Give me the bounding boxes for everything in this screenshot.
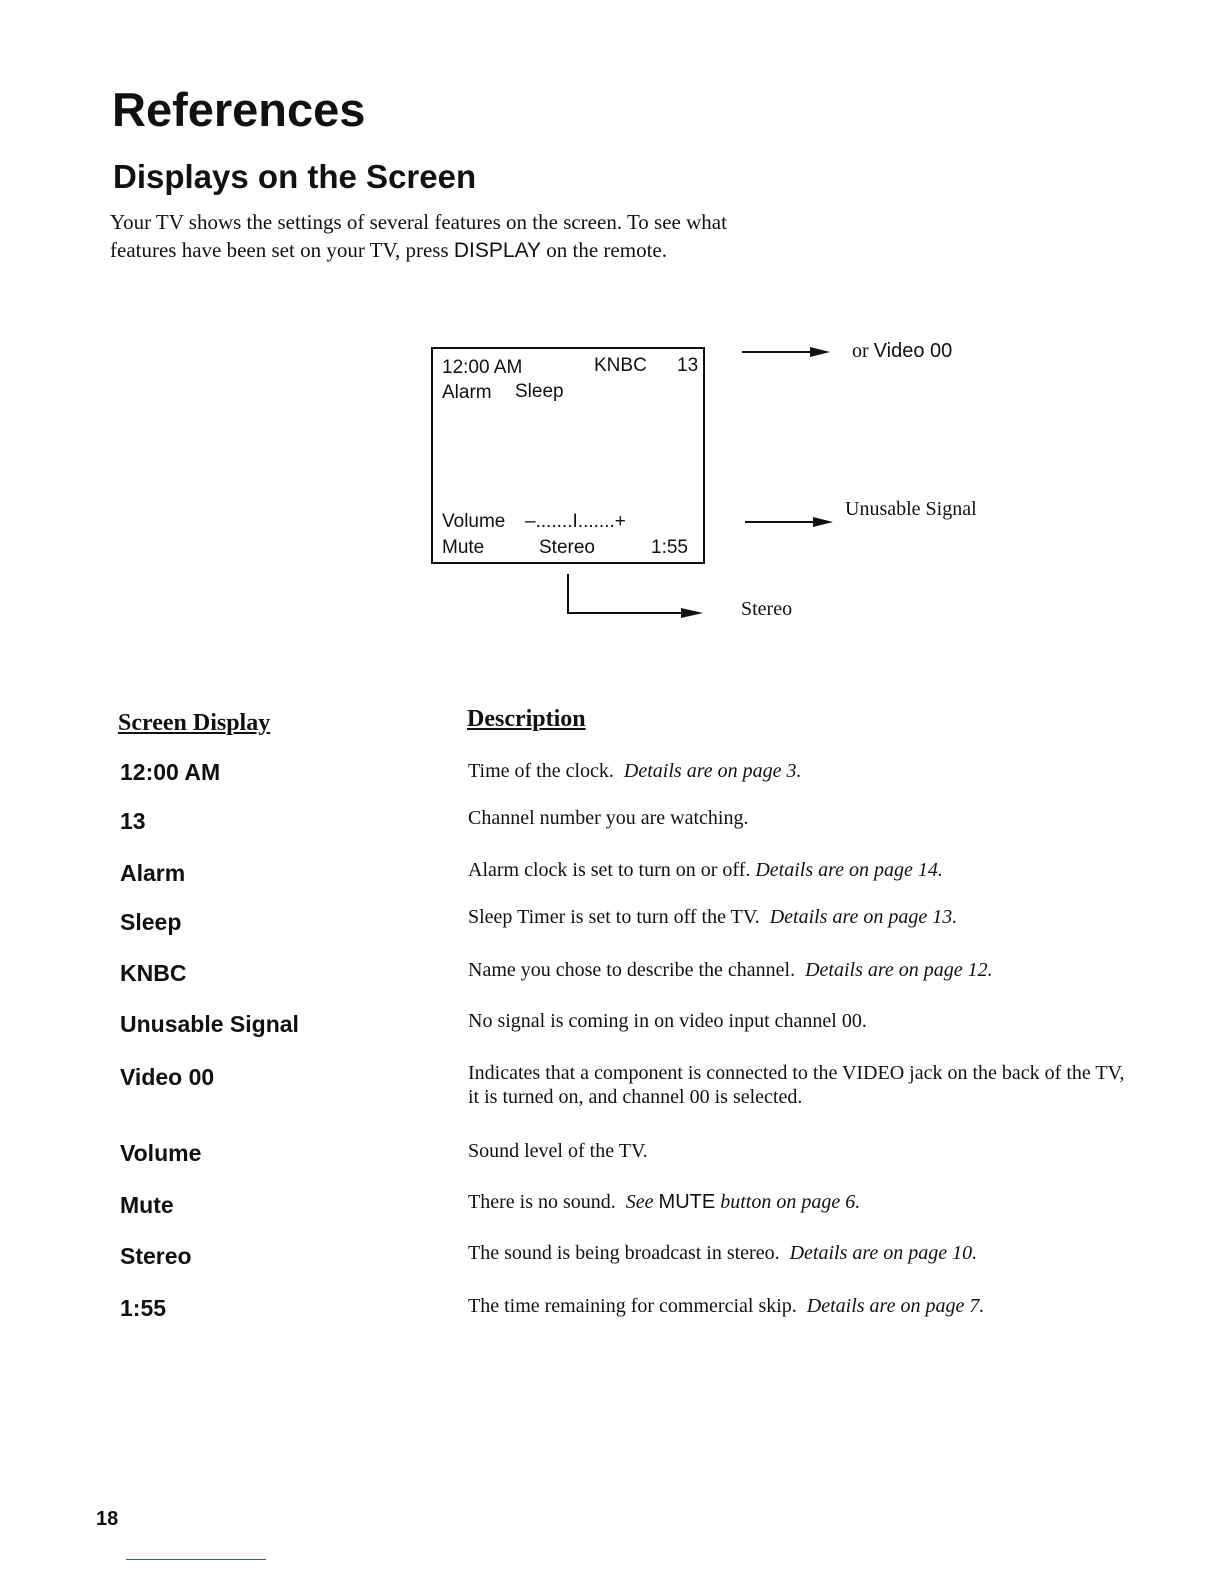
term-clock: 12:00 AM [120, 759, 221, 785]
page-number: 18 [96, 1508, 119, 1530]
arrow-to-video-icon [740, 343, 832, 361]
desc-text: Name you chose to describe the channel. [468, 959, 796, 981]
desc-ref: Details are on page 13. [769, 906, 958, 928]
desc-text: The sound is being broadcast in stereo. [468, 1242, 780, 1264]
mute-key: MUTE [658, 1191, 716, 1213]
screen-alarm: Alarm [442, 382, 492, 403]
callout-video [852, 340, 952, 363]
arrow-to-stereo-icon [563, 572, 708, 622]
term-channel: 13 [120, 808, 146, 834]
callout-video-prefix: or [852, 340, 869, 362]
term-video: Video 00 [120, 1064, 215, 1090]
desc-volume [468, 1139, 1138, 1163]
desc-text: No signal is coming in on video input channel 00. [468, 1010, 867, 1032]
display-key: DISPLAY [453, 239, 542, 262]
screen-sleep: Sleep [515, 381, 564, 402]
screen-mute: Mute [442, 537, 485, 558]
desc-skip-time [468, 1294, 1138, 1318]
desc-stereo [468, 1241, 1138, 1265]
screen-volume-label: Volume [442, 511, 506, 532]
intro-line-2b: on the remote. [541, 238, 667, 262]
term-sleep: Sleep [120, 909, 182, 935]
screen-station: KNBC [594, 355, 647, 376]
screen-volume-bar: –.......I.......+ [525, 511, 626, 532]
term-stereo: Stereo [120, 1243, 192, 1269]
screen-remaining: 1:55 [651, 537, 688, 558]
term-volume: Volume [120, 1140, 202, 1166]
desc-video [468, 1061, 1128, 1109]
desc-sleep [468, 905, 1138, 929]
term-skip-time: 1:55 [120, 1295, 167, 1321]
tv-screen-diagram [431, 347, 705, 564]
desc-text: Time of the clock. [468, 760, 614, 782]
intro-line-2a: features have been set on your TV, press [110, 238, 454, 262]
desc-ref: Details are on page 14. [755, 859, 943, 881]
screen-channel: 13 [677, 355, 699, 376]
desc-ref: Details are on page 7. [806, 1295, 985, 1317]
intro-paragraph [110, 208, 810, 265]
arrow-to-unusable-icon [743, 513, 835, 531]
page-title: References [112, 83, 366, 136]
callout-unusable: Unusable Signal [845, 498, 977, 520]
desc-mute [468, 1190, 1138, 1214]
desc-text: The time remaining for commercial skip. [468, 1295, 797, 1317]
callout-stereo: Stereo [741, 598, 793, 620]
desc-text: Sleep Timer is set to turn off the TV. [468, 906, 760, 928]
screen-time: 12:00 AM [442, 357, 523, 378]
column-header-description: Description [467, 706, 586, 732]
desc-ref: Details are on page 3. [623, 760, 802, 782]
term-alarm: Alarm [120, 860, 186, 886]
desc-text: Channel number you are watching. [468, 807, 749, 829]
desc-station-name [468, 958, 1138, 982]
desc-text: Indicates that a component is connected to the VIDEO jack on the back of the TV, it is turned on, and channel 00 is selected. [468, 1062, 1125, 1108]
column-header-screen-display: Screen Display [118, 710, 271, 736]
desc-text: There is no sound. [468, 1191, 616, 1213]
desc-ref-b: button on page 6. [720, 1191, 861, 1213]
desc-clock [468, 759, 1138, 783]
term-station-name: KNBC [120, 960, 187, 986]
term-unusable-signal: Unusable Signal [120, 1011, 299, 1037]
desc-channel [468, 806, 1138, 830]
callout-video-label: Video 00 [873, 340, 953, 362]
desc-text: Sound level of the TV. [468, 1140, 648, 1162]
screen-stereo: Stereo [539, 537, 595, 558]
footer-rule [126, 1559, 266, 1560]
section-title: Displays on the Screen [113, 158, 477, 195]
desc-text: Alarm clock is set to turn on or off. [468, 859, 751, 881]
term-mute: Mute [120, 1192, 174, 1218]
desc-ref: Details are on page 10. [789, 1242, 978, 1264]
desc-alarm [468, 858, 1138, 882]
desc-unusable-signal [468, 1009, 1138, 1033]
intro-line-1: Your TV shows the settings of several features on the screen. To see what [110, 210, 727, 234]
desc-ref-a: See [625, 1191, 654, 1213]
desc-ref: Details are on page 12. [805, 959, 993, 981]
